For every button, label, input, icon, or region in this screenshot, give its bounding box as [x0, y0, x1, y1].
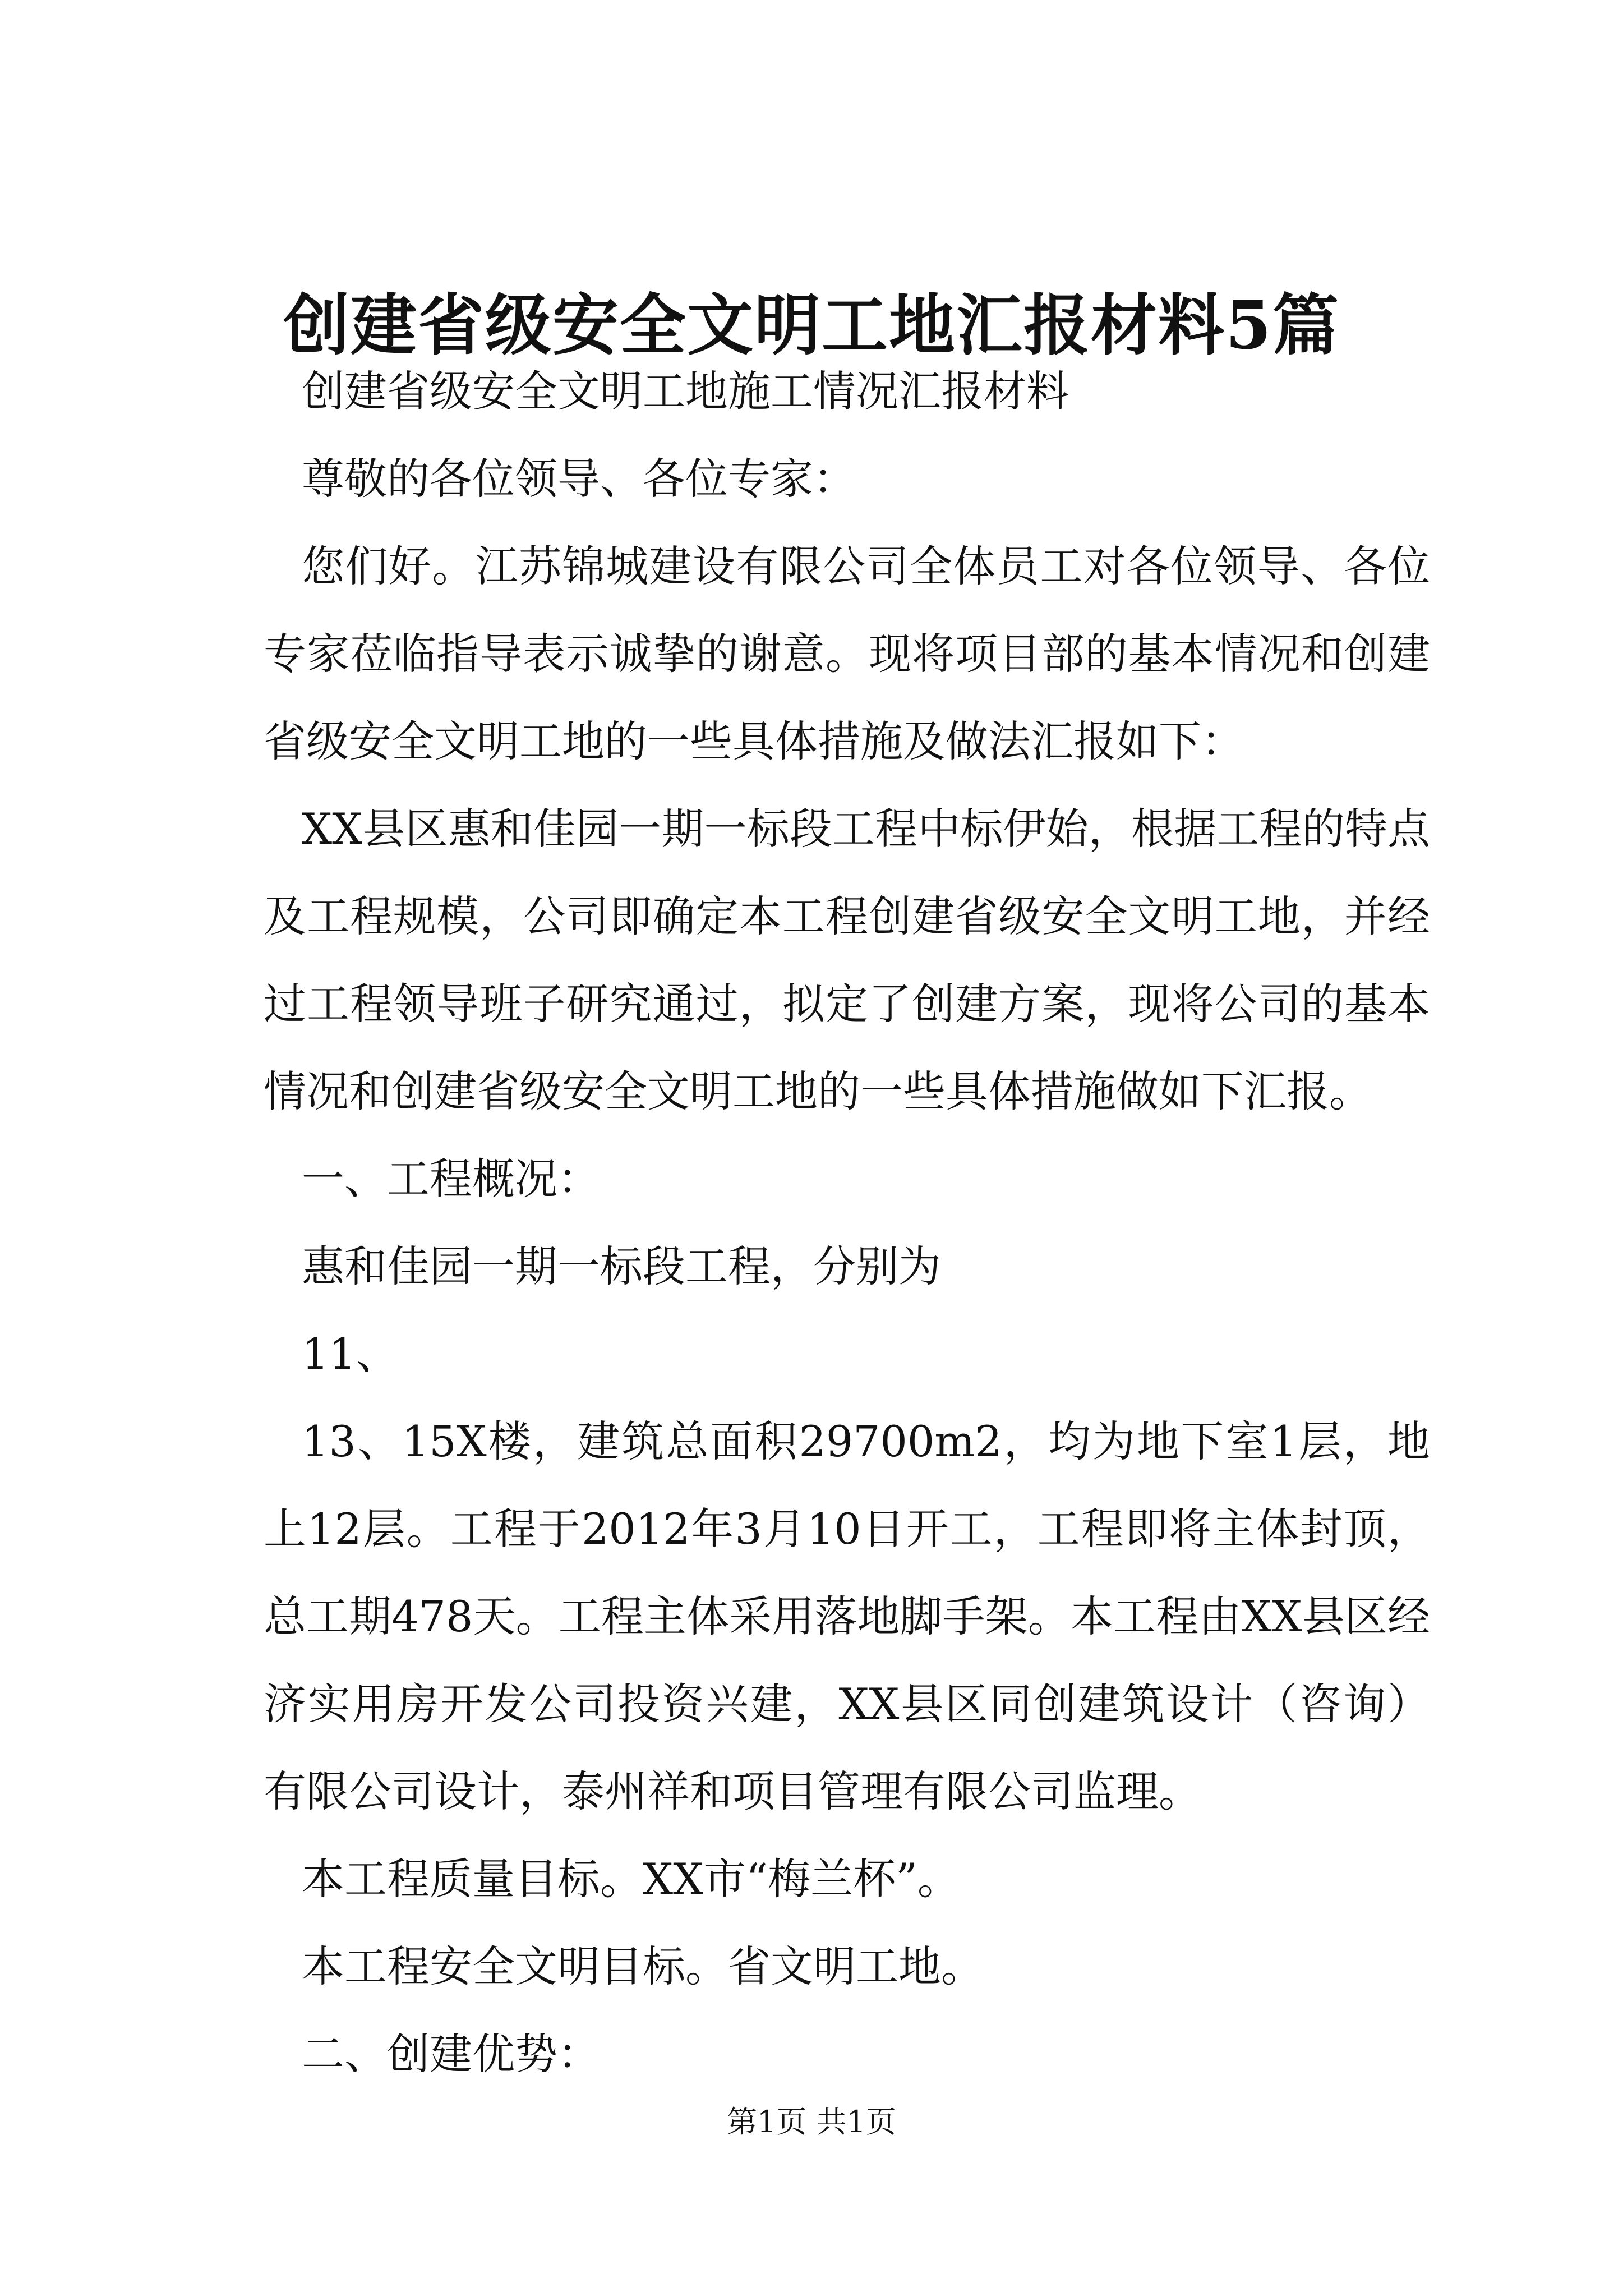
paragraph: 创建省级安全文明工地施工情况汇报材料: [302, 366, 1069, 416]
paragraph: 本工程安全文明目标。省文明工地。: [302, 1941, 984, 1991]
paragraph: 本工程质量目标。XX市“梅兰杯”。: [302, 1854, 960, 1904]
paragraph: 尊敬的各位领导、各位专家：: [302, 454, 856, 504]
paragraph: 您们好。江苏锦城建设有限公司全体员工对各位领导、各位专家莅临指导表示诚挚的谢意。现将项目部的基本情况和创建省级安全文明工地的一些具体措施及做法汇报如下：: [264, 541, 1430, 766]
paragraph: 13、15X楼，建筑总面积29700m2，均为地下室1层，地上12层。工程于2012年3月10日开工，工程即将主体封顶，总工期478天。工程主体采用落地脚手架。本工程由XX县区经济实用房开发公司投资兴建，XX县区同创建筑设计（咨询）有限公司设计，泰州祥和项目管理有限公司监理。: [264, 1416, 1430, 1816]
paragraph: 惠和佳园一期一标段工程，分别为: [302, 1241, 941, 1291]
section-heading: 二、创建优势：: [302, 2029, 600, 2079]
paragraph: XX县区惠和佳园一期一标段工程中标伊始，根据工程的特点及工程规模，公司即确定本工程创建省级安全文明工地，并经过工程领导班子研究通过，拟定了创建方案，现将公司的基本情况和创建省级安全文明工地的一些具体措施做如下汇报。: [264, 804, 1430, 1116]
document-title: 创建省级安全文明工地汇报材料5篇: [283, 286, 1340, 364]
paragraph: 11、: [302, 1329, 399, 1379]
page-footer: 第1页 共1页: [727, 2104, 896, 2139]
section-heading: 一、工程概况：: [302, 1154, 600, 1204]
document-body: [264, 348, 1430, 2098]
